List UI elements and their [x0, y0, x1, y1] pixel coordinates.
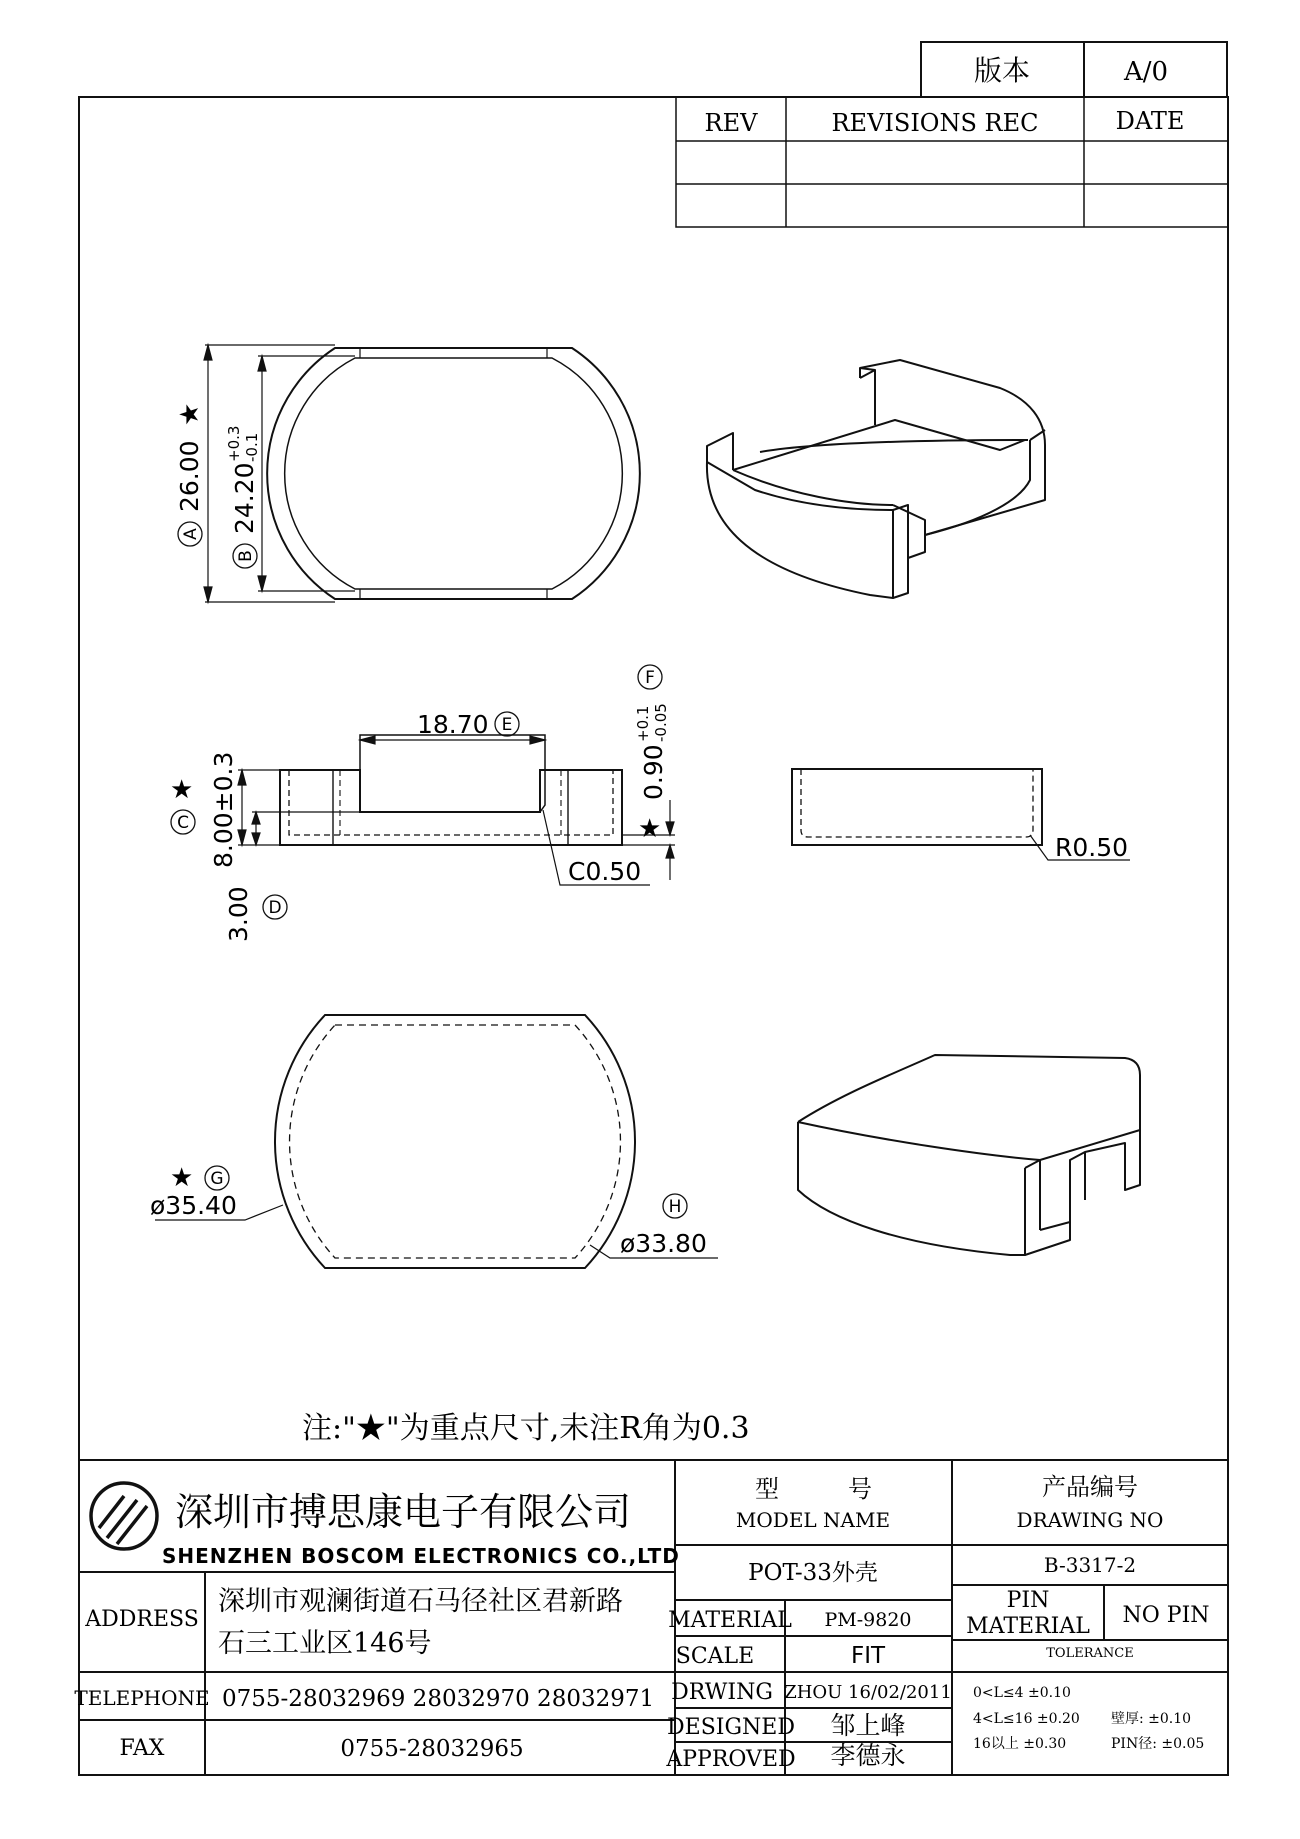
version-value: A/0 — [1123, 57, 1169, 87]
material-label: MATERIAL — [668, 1608, 792, 1633]
top-view-outline — [267, 348, 640, 599]
pin-label: PIN — [1006, 1588, 1050, 1613]
designed-value: 邹上峰 — [830, 1711, 906, 1740]
model-en: MODEL NAME — [735, 1508, 891, 1532]
tolerance-row-1: 0<L≤4 ±0.10 — [973, 1685, 1071, 1701]
dim-f-value: 0.90 — [639, 744, 668, 800]
date-header: DATE — [1115, 107, 1185, 135]
designed-label: DESIGNED — [667, 1715, 795, 1740]
address-label: ADDRESS — [85, 1607, 199, 1632]
dim-c-star: ★ — [170, 775, 194, 805]
address-line-1: 深圳市观澜街道石马径社区君新路 — [218, 1586, 623, 1617]
dim-f-tol-upper: +0.1 — [634, 705, 652, 742]
dim-b-tol-upper: +0.3 — [225, 425, 243, 462]
dim-d-label: D — [268, 898, 282, 918]
telephone-label: TELEPHONE — [74, 1686, 210, 1710]
note-text: 注:"★"为重点尺寸,未注R角为0.3 — [302, 1411, 750, 1446]
dimension-a — [204, 345, 335, 602]
dim-h-value: ø33.80 — [620, 1229, 707, 1258]
dim-g-value: ø35.40 — [150, 1191, 237, 1220]
scale-label: SCALE — [675, 1644, 755, 1669]
iso-view-lid — [798, 1055, 1140, 1255]
drawing-no-en: DRAWING NO — [1016, 1508, 1164, 1532]
material-value: PM-9820 — [824, 1609, 912, 1631]
dim-a-star: ★ — [175, 402, 205, 426]
rev-header: REV — [704, 109, 758, 137]
dimension-d — [252, 812, 360, 845]
drawing-no-cn: 产品编号 — [1042, 1473, 1138, 1501]
scale-value: FIT — [850, 1643, 886, 1669]
dim-r050: R0.50 — [1055, 833, 1129, 862]
dim-c050: C0.50 — [568, 857, 642, 886]
tolerance-wall: 壁厚: ±0.10 — [1111, 1711, 1192, 1727]
tolerance-pin: PIN径: ±0.05 — [1111, 1736, 1205, 1752]
revisions-table — [676, 97, 1228, 227]
dim-e-value: 18.70 — [417, 710, 489, 739]
tolerance-row-2: 4<L≤16 ±0.20 — [973, 1711, 1080, 1727]
tolerance-label: TOLERANCE — [1046, 1646, 1134, 1661]
dim-c-text — [209, 752, 238, 868]
model-cn-1: 型 — [755, 1475, 779, 1503]
dim-a-label: A — [181, 528, 201, 540]
model-value: POT-33外壳 — [748, 1560, 878, 1586]
approved-label: APPROVED — [666, 1747, 796, 1772]
dim-g-label: G — [210, 1169, 224, 1189]
dim-g-star: ★ — [170, 1163, 194, 1193]
approved-value: 李德永 — [830, 1741, 906, 1770]
dim-e-label: E — [501, 715, 513, 735]
version-block — [921, 42, 1227, 97]
bottom-view-outline — [275, 1015, 635, 1268]
dim-d-value: 3.00 — [224, 886, 253, 942]
fax-value: 0755-28032965 — [340, 1736, 524, 1762]
dim-b-label: B — [236, 550, 256, 562]
dim-c-value: 8.00±0.3 — [209, 751, 238, 868]
drwing-label: DRWING — [671, 1680, 773, 1705]
pin-value: NO PIN — [1122, 1603, 1210, 1628]
telephone-value: 0755-28032969 28032970 28032971 — [222, 1686, 655, 1712]
dim-a-text — [175, 403, 205, 546]
company-logo — [91, 1483, 157, 1549]
model-cn-2: 号 — [848, 1475, 872, 1503]
dim-c-label: C — [177, 813, 189, 833]
dim-f-star: ★ — [638, 814, 662, 844]
dim-b-tol-lower: -0.1 — [243, 432, 261, 462]
pin-material-label: MATERIAL — [966, 1614, 1090, 1639]
revisions-rec-header: REVISIONS REC — [831, 109, 1039, 137]
tolerance-row-3: 16以上 ±0.30 — [973, 1736, 1067, 1752]
dim-f-text — [634, 703, 670, 800]
company-name-cn: 深圳市搏思康电子有限公司 — [175, 1490, 632, 1534]
version-label: 版本 — [973, 54, 1031, 87]
dim-h-label: H — [668, 1197, 682, 1217]
dim-b-value: 24.20 — [230, 462, 259, 534]
fax-label: FAX — [119, 1736, 165, 1761]
dim-f-label: F — [645, 668, 655, 688]
drwing-value: ZHOU 16/02/2011 — [784, 1682, 952, 1703]
side-view-right — [792, 769, 1042, 845]
dim-b-text — [225, 426, 261, 568]
company-name-en: SHENZHEN BOSCOM ELECTRONICS CO.,LTD — [162, 1544, 680, 1568]
dim-f-tol-lower: -0.05 — [652, 703, 670, 742]
address-line-2: 石三工业区146号 — [218, 1628, 432, 1659]
dim-a-value: 26.00 — [175, 440, 204, 512]
dimension-b — [258, 356, 355, 591]
drawing-no-value: B-3317-2 — [1043, 1553, 1137, 1577]
dim-d-text — [224, 886, 253, 942]
side-view — [280, 735, 622, 845]
iso-view-tray — [707, 360, 1045, 598]
